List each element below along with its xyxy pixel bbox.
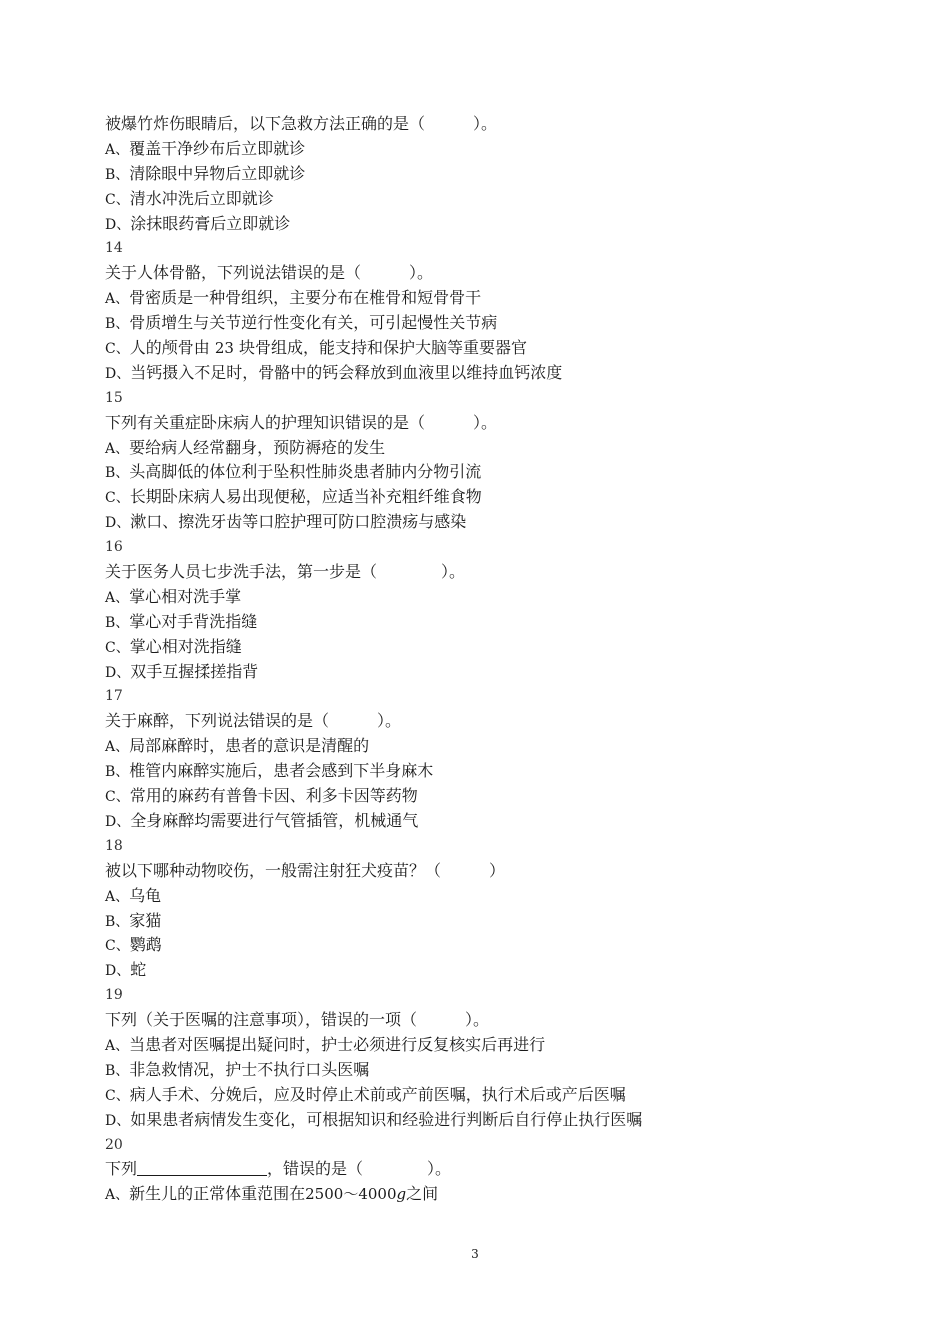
option-letter: A、: [105, 739, 130, 756]
option-text: 覆盖干净纱布后立即就诊: [129, 138, 306, 158]
option-letter: A、: [105, 1037, 130, 1054]
option-text: 掌心相对洗手掌: [129, 586, 242, 606]
option-letter: B、: [105, 764, 130, 781]
option-c: [105, 187, 885, 212]
option-letter: C、: [105, 789, 130, 806]
option-text: 清除眼中异物后立即就诊: [129, 163, 306, 183]
option-text: 非急救情况，护士不执行口头医嘱: [129, 1059, 370, 1079]
option-letter: D、: [105, 216, 131, 233]
option-letter: C、: [105, 938, 130, 955]
option-d: [105, 660, 885, 685]
option-text: 常用的麻药有普鲁卡因、利多卡因等药物: [129, 786, 418, 806]
option-text: 掌心对手背洗指缝: [129, 611, 258, 631]
option-text: 涂抹眼药膏后立即就诊: [130, 213, 291, 233]
question-number: 20: [105, 1136, 123, 1153]
option-text: 人的颅骨由: [129, 338, 215, 358]
option-letter: A、: [105, 141, 130, 158]
option-b: [105, 1058, 885, 1083]
option-letter: D、: [105, 813, 131, 830]
option-b: [105, 460, 885, 485]
option-text: 掌心相对洗指缝: [129, 636, 242, 656]
option-letter: C、: [105, 490, 130, 507]
option-letter: D、: [105, 1112, 131, 1129]
option-letter: D、: [105, 664, 131, 681]
option-a: [105, 1033, 885, 1058]
question-stem: 下列有关重症卧床病人的护理知识错误的是（ ）。: [105, 412, 498, 432]
question-stem: 关于人体骨骼，下列说法错误的是（ ）。: [105, 263, 434, 283]
question-stem: 被以下哪种动物咬伤，一般需注射狂犬疫苗？（ ）: [105, 860, 506, 880]
option-letter: D、: [105, 963, 131, 980]
option-c: [105, 784, 885, 809]
option-text: 家猫: [129, 910, 162, 930]
option-letter: A、: [105, 1187, 130, 1204]
option-d: [105, 1108, 885, 1133]
option-a: [105, 286, 885, 311]
question-number: 17: [105, 688, 123, 705]
option-d: [105, 958, 885, 983]
option-text: 当钙摄入不足时，骨骼中的钙会释放到血液里以维持血钙浓度: [130, 362, 563, 382]
option-text: 乌龟: [129, 885, 162, 905]
option-text: 鹦鹉: [129, 935, 162, 955]
question-stem: 关于医务人员七步洗手法，第一步是（ ）。: [105, 562, 466, 582]
page-number: 3: [471, 1247, 479, 1261]
option-letter: D、: [105, 365, 131, 382]
option-letter: A、: [105, 589, 130, 606]
option-a: [105, 734, 885, 759]
option-text: 要给病人经常翻身，预防褥疮的发生: [129, 437, 386, 457]
math-range: 2500～4000: [305, 1185, 397, 1204]
option-a: [105, 884, 885, 909]
option-a: [105, 137, 885, 162]
question-number: 18: [105, 837, 123, 854]
option-letter: A、: [105, 440, 130, 457]
option-text: 全身麻醉均需要进行气管插管，机械通气: [130, 810, 419, 830]
option-text: 如果患者病情发生变化，可根据知识和经验进行判断后自行停止执行医嘱: [130, 1109, 643, 1129]
option-text: 双手互握揉搓指背: [130, 661, 259, 681]
option-letter: D、: [105, 515, 131, 532]
option-c: [105, 933, 885, 958]
question-number: 15: [105, 389, 123, 406]
option-letter: B、: [105, 465, 130, 482]
question-stem: 下列（关于医嘱的注意事项），错误的一项（ ）。: [105, 1010, 490, 1030]
option-a: [105, 436, 885, 461]
option-letter: C、: [105, 1087, 130, 1104]
question-number: 19: [105, 987, 123, 1004]
option-d: [105, 809, 885, 834]
option-b: [105, 909, 885, 934]
option-text: 蛇: [130, 960, 147, 980]
option-letter: B、: [105, 1062, 130, 1079]
option-letter: C、: [105, 191, 130, 208]
option-text: 之间: [406, 1184, 439, 1204]
option-text: 块骨组成，能支持和保护大脑等重要器官: [233, 338, 527, 358]
option-d: [105, 212, 885, 237]
option-c: [105, 1083, 885, 1108]
option-text: 骨密质是一种骨组织，主要分布在椎骨和短骨骨干: [129, 288, 482, 308]
option-text: 骨质增生与关节逆行性变化有关，可引起慢性关节病: [129, 313, 498, 333]
question-number: 14: [105, 240, 123, 257]
option-text: 当患者对医嘱提出疑问时，护士必须进行反复核实后再进行: [129, 1034, 546, 1054]
stem-text: 下列: [105, 1159, 138, 1179]
option-b: [105, 759, 885, 784]
question-stem: 关于麻醉，下列说法错误的是（ ）。: [105, 711, 402, 731]
math-unit: [397, 1185, 407, 1203]
stem-text: ，错误的是（ ）。: [267, 1159, 452, 1179]
option-letter: B、: [105, 316, 130, 333]
option-a: [105, 585, 885, 610]
fill-blank: [137, 1159, 267, 1176]
option-b: [105, 311, 885, 336]
option-text: 椎管内麻醉实施后，患者会感到下半身麻木: [129, 761, 434, 781]
option-letter: B、: [105, 913, 130, 930]
option-c: [105, 336, 885, 361]
option-text: 长期卧床病人易出现便秘，应适当补充粗纤维食物: [129, 487, 482, 507]
question-list: [105, 112, 885, 1207]
option-letter: A、: [105, 888, 130, 905]
option-letter: A、: [105, 291, 130, 308]
option-letter: B、: [105, 166, 130, 183]
option-d: [105, 361, 885, 386]
option-a: [105, 1182, 885, 1207]
option-b: [105, 610, 885, 635]
option-text: 清水冲洗后立即就诊: [129, 188, 274, 208]
option-letter: C、: [105, 341, 130, 358]
option-b: [105, 162, 885, 187]
option-text: 局部麻醉时，患者的意识是清醒的: [129, 736, 370, 756]
option-c: [105, 485, 885, 510]
option-d: [105, 510, 885, 535]
question-stem: 被爆竹炸伤眼睛后，以下急救方法正确的是（ ）。: [105, 114, 498, 133]
option-text: 头高脚低的体位利于坠积性肺炎患者肺内分物引流: [129, 462, 482, 482]
option-letter: C、: [105, 639, 130, 656]
math-unit-symbol: g: [396, 1185, 407, 1204]
question-number: 16: [105, 539, 123, 556]
option-text: 新生儿的正常体重范围在: [129, 1184, 306, 1204]
option-text: 病人手术、分娩后，应及时停止术前或产前医嘱，执行术后或产后医嘱: [129, 1084, 626, 1104]
option-number: 23: [214, 339, 234, 358]
option-letter: B、: [105, 614, 130, 631]
option-c: [105, 635, 885, 660]
option-text: 漱口、擦洗牙齿等口腔护理可防口腔溃疡与感染: [130, 512, 467, 532]
question-stem: [105, 1157, 885, 1182]
